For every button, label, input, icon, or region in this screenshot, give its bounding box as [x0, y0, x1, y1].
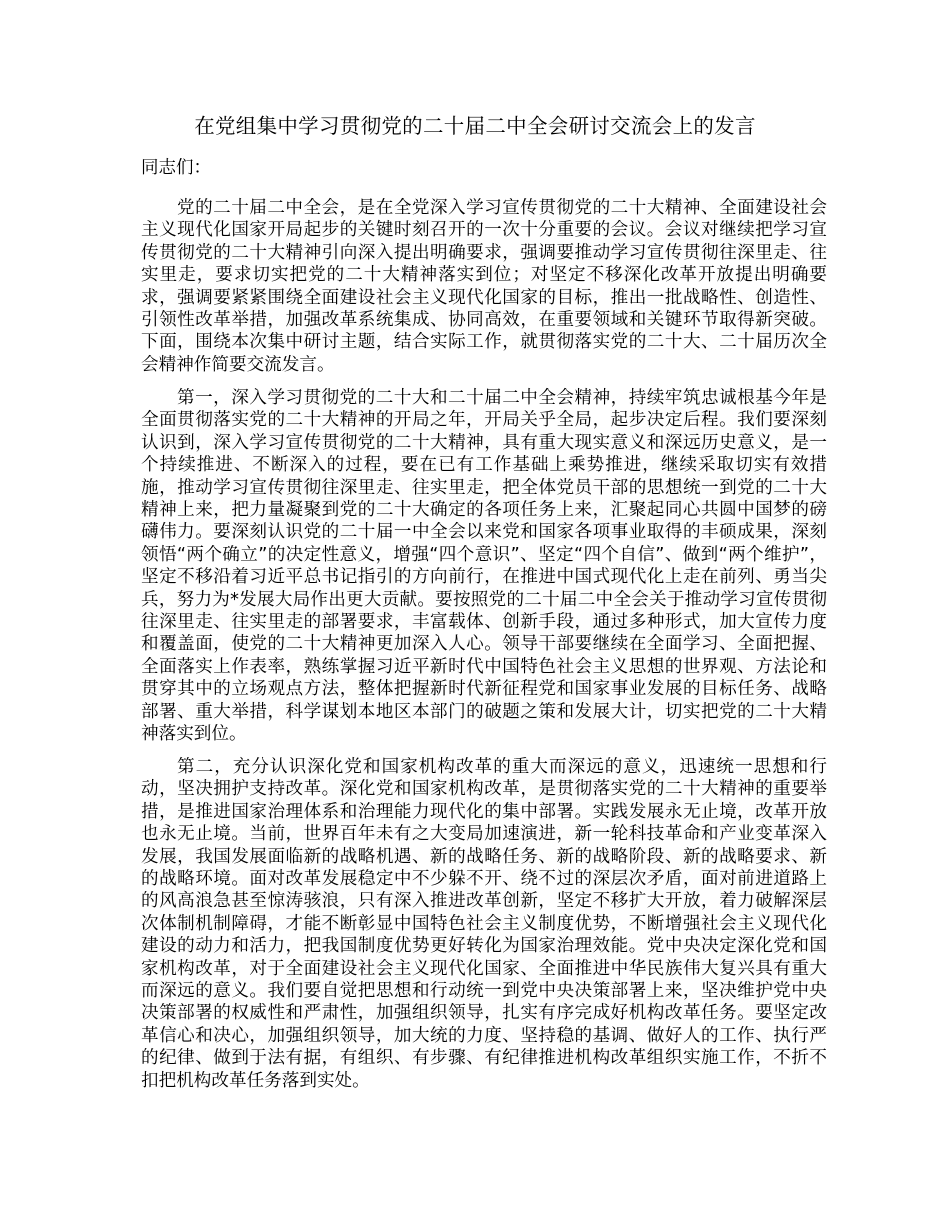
paragraph-intro: 党的二十届二中全会，是在全党深入学习宣传贯彻党的二十大精神、全面建设社会主义现代化国家开局起步的关键时刻召开的一次十分重要的会议。会议对继续把学习宣传贯彻党的二十大精神引向深入提出明确要求，强调要推动学习宣传贯彻往深里走、往实里走，要求切实把党的二十大精神落实到位；对坚定不移深化改革开放提出明确要求，强调要紧紧围绕全面建设社会主义现代化国家的目标，推出一批战略性、创造性、引领性改革举措，加强改革系统集成、协同高效，在重要领域和关键环节取得新突破。下面，围绕本次集中研讨主题，结合实际工作，就贯彻落实党的二十大、二十届历次全会精神作简要交流发言。 [141, 198, 827, 375]
salutation: 同志们： [141, 158, 211, 178]
document-title: 在党组集中学习贯彻党的二十届二中全会研讨交流会上的发言 [194, 114, 756, 138]
paragraph-second-point: 第二，充分认识深化党和国家机构改革的重大而深远的意义，迅速统一思想和行动，坚决拥护支持改革。深化党和国家机构改革，是贯彻落实党的二十大精神的重要举措，是推进国家治理体系和治理能力现代化的集中部署。实践发展永无止境，改革开放也永无止境。当前，世界百年未有之大变局加速演进，新一轮科技革命和产业变革深入发展，我国发展面临新的战略机遇、新的战略任务、新的战略阶段、新的战略要求、新的战略环境。面对改革发展稳定中不少躲不开、绕不过的深层次矛盾，面对前进道路上的风高浪急甚至惊涛骇浪，只有深入推进改革创新，坚定不移扩大开放，着力破解深层次体制机制障碍，才能不断彰显中国特色社会主义制度优势，不断增强社会主义现代化建设的动力和活力，把我国制度优势更好转化为国家治理效能。党中央决定深化党和国家机构改革，对于全面建设社会主义现代化国家、全面推进中华民族伟大复兴具有重大而深远的意义。我们要自觉把思想和行动统一到党中央决策部署上来，坚决维护党中央决策部署的权威性和严肃性，加强组织领导，扎实有序完成好机构改革任务。要坚定改革信心和决心，加强组织领导，加大统的力度、坚持稳的基调、做好人的工作、执行严的纪律、做到于法有据，有组织、有步骤、有纪律推进机构改革组织实施工作，不折不扣把机构改革任务落到实处。 [141, 757, 827, 1091]
paragraph-first-point: 第一，深入学习贯彻党的二十大和二十届二中全会精神，持续牢筑忠诚根基今年是全面贯彻落实党的二十大精神的开局之年，开局关乎全局，起步决定后程。我们要深刻认识到，深入学习宣传贯彻党的二十大精神，具有重大现实意义和深远历史意义，是一个持续推进、不断深入的过程，要在已有工作基础上乘势推进，继续采取切实有效措施，推动学习宣传贯彻往深里走、往实里走，把全体党员干部的思想统一到党的二十大精神上来，把力量凝聚到党的二十大确定的各项任务上来，汇聚起同心共圆中国梦的磅礴伟力。要深刻认识党的二十届一中全会以来党和国家各项事业取得的丰硕成果，深刻领悟“两个确立”的决定性意义，增强“四个意识”、坚定“四个自信”、做到“两个维护”，坚定不移沿着习近平总书记指引的方向前行，在推进中国式现代化上走在前列、勇当尖兵，努力为*发展大局作出更大贡献。要按照党的二十届二中全会关于推动学习宣传贯彻往深里走、往实里走的部署要求，丰富载体、创新手段，通过多种形式，加大宣传力度和覆盖面，使党的二十大精神更加深入人心。领导干部要继续在全面学习、全面把握、全面落实上作表率，熟练掌握习近平新时代中国特色社会主义思想的世界观、方法论和贯穿其中的立场观点方法，整体把握新时代新征程党和国家事业发展的目标任务、战略部署、重大举措，科学谋划本地区本部门的破题之策和发展大计，切实把党的二十大精神落实到位。 [141, 388, 827, 745]
